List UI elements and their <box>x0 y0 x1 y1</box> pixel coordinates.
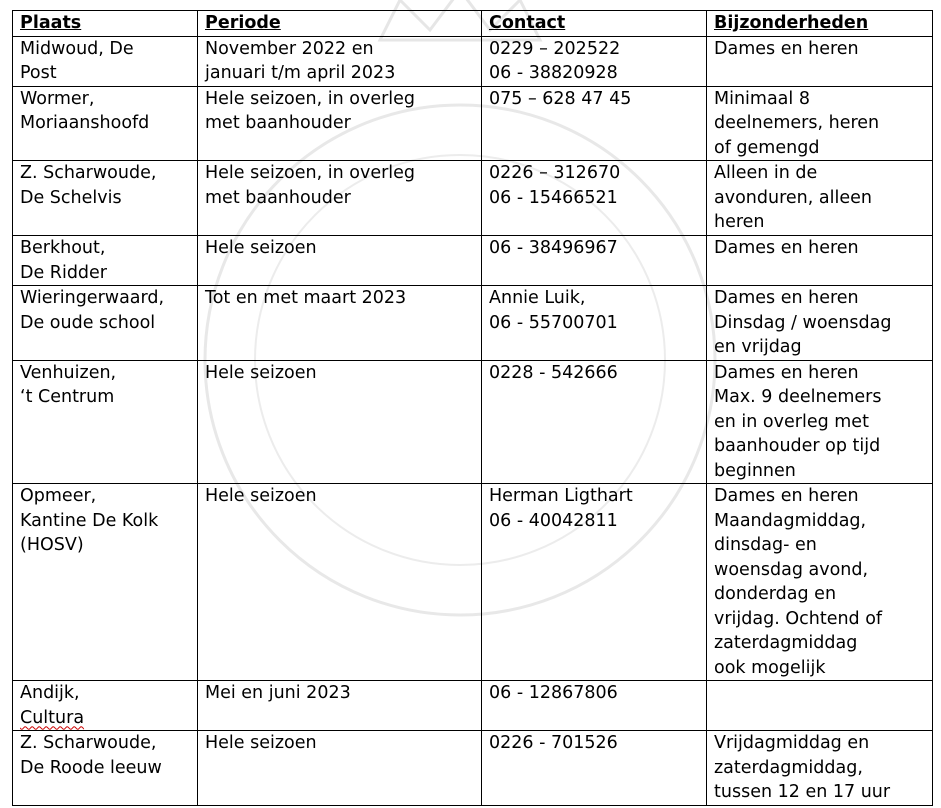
cell-plaats: Midwoud, De Post <box>13 36 198 86</box>
cell-bijzonderheden: Dames en heren Max. 9 deelnemers en in overleg met baanhouder op tijd beginnen <box>707 360 933 484</box>
cell-bijzonderheden: Dames en heren <box>707 36 933 86</box>
kolf-locations-table <box>12 10 933 806</box>
table-row <box>13 161 933 236</box>
cell-plaats: Berkhout, De Ridder <box>13 236 198 286</box>
plaats-line-spellcheck: Cultura <box>20 707 85 728</box>
table-row <box>13 286 933 361</box>
cell-periode: November 2022 en januari t/m april 2023 <box>198 36 482 86</box>
cell-contact: Herman Ligthart 06 - 40042811 <box>482 484 707 681</box>
cell-plaats: Wieringerwaard, De oude school <box>13 286 198 361</box>
cell-periode: Hele seizoen <box>198 360 482 484</box>
cell-plaats: Z. Scharwoude, De Schelvis <box>13 161 198 236</box>
cell-plaats: Venhuizen, ‘t Centrum <box>13 360 198 484</box>
cell-contact: Annie Luik, 06 - 55700701 <box>482 286 707 361</box>
cell-plaats: Wormer, Moriaanshoofd <box>13 86 198 161</box>
cell-periode: Mei en juni 2023 <box>198 681 482 731</box>
header-bijzonderheden: Bijzonderheden <box>707 11 933 37</box>
table-row <box>13 360 933 484</box>
cell-bijzonderheden: Minimaal 8 deelnemers, heren of gemengd <box>707 86 933 161</box>
cell-contact: 06 - 12867806 <box>482 681 707 731</box>
cell-bijzonderheden <box>707 681 933 731</box>
cell-bijzonderheden: Dames en heren Maandagmiddag, dinsdag- en woensdag avond, donderdag en vrijdag. Ochtend of zaterdagmiddag ook mogelijk <box>707 484 933 681</box>
cell-plaats: Opmeer, Kantine De Kolk (HOSV) <box>13 484 198 681</box>
plaats-line: Andijk, <box>20 683 80 703</box>
cell-periode: Hele seizoen, in overleg met baanhouder <box>198 86 482 161</box>
header-plaats: Plaats <box>13 11 198 37</box>
table-row <box>13 484 933 681</box>
cell-contact: 06 - 38496967 <box>482 236 707 286</box>
cell-periode: Hele seizoen <box>198 236 482 286</box>
table-row <box>13 236 933 286</box>
cell-periode: Hele seizoen, in overleg met baanhouder <box>198 161 482 236</box>
table-row <box>13 36 933 86</box>
cell-bijzonderheden: Dames en heren Dinsdag / woensdag en vrijdag <box>707 286 933 361</box>
cell-plaats <box>13 681 198 731</box>
cell-contact: 075 – 628 47 45 <box>482 86 707 161</box>
cell-bijzonderheden: Alleen in de avonduren, alleen heren <box>707 161 933 236</box>
cell-plaats: Z. Scharwoude, De Roode leeuw <box>13 731 198 806</box>
table-row <box>13 86 933 161</box>
table-row <box>13 731 933 806</box>
cell-bijzonderheden: Vrijdagmiddag en zaterdagmiddag, tussen 12 en 17 uur <box>707 731 933 806</box>
cell-bijzonderheden: Dames en heren <box>707 236 933 286</box>
cell-periode: Tot en met maart 2023 <box>198 286 482 361</box>
cell-contact: 0226 – 312670 06 - 15466521 <box>482 161 707 236</box>
cell-contact: 0228 - 542666 <box>482 360 707 484</box>
table-header-row <box>13 11 933 37</box>
cell-contact: 0226 - 701526 <box>482 731 707 806</box>
table-row <box>13 681 933 731</box>
cell-periode: Hele seizoen <box>198 731 482 806</box>
cell-contact: 0229 – 202522 06 - 38820928 <box>482 36 707 86</box>
header-periode: Periode <box>198 11 482 37</box>
cell-periode: Hele seizoen <box>198 484 482 681</box>
header-contact: Contact <box>482 11 707 37</box>
